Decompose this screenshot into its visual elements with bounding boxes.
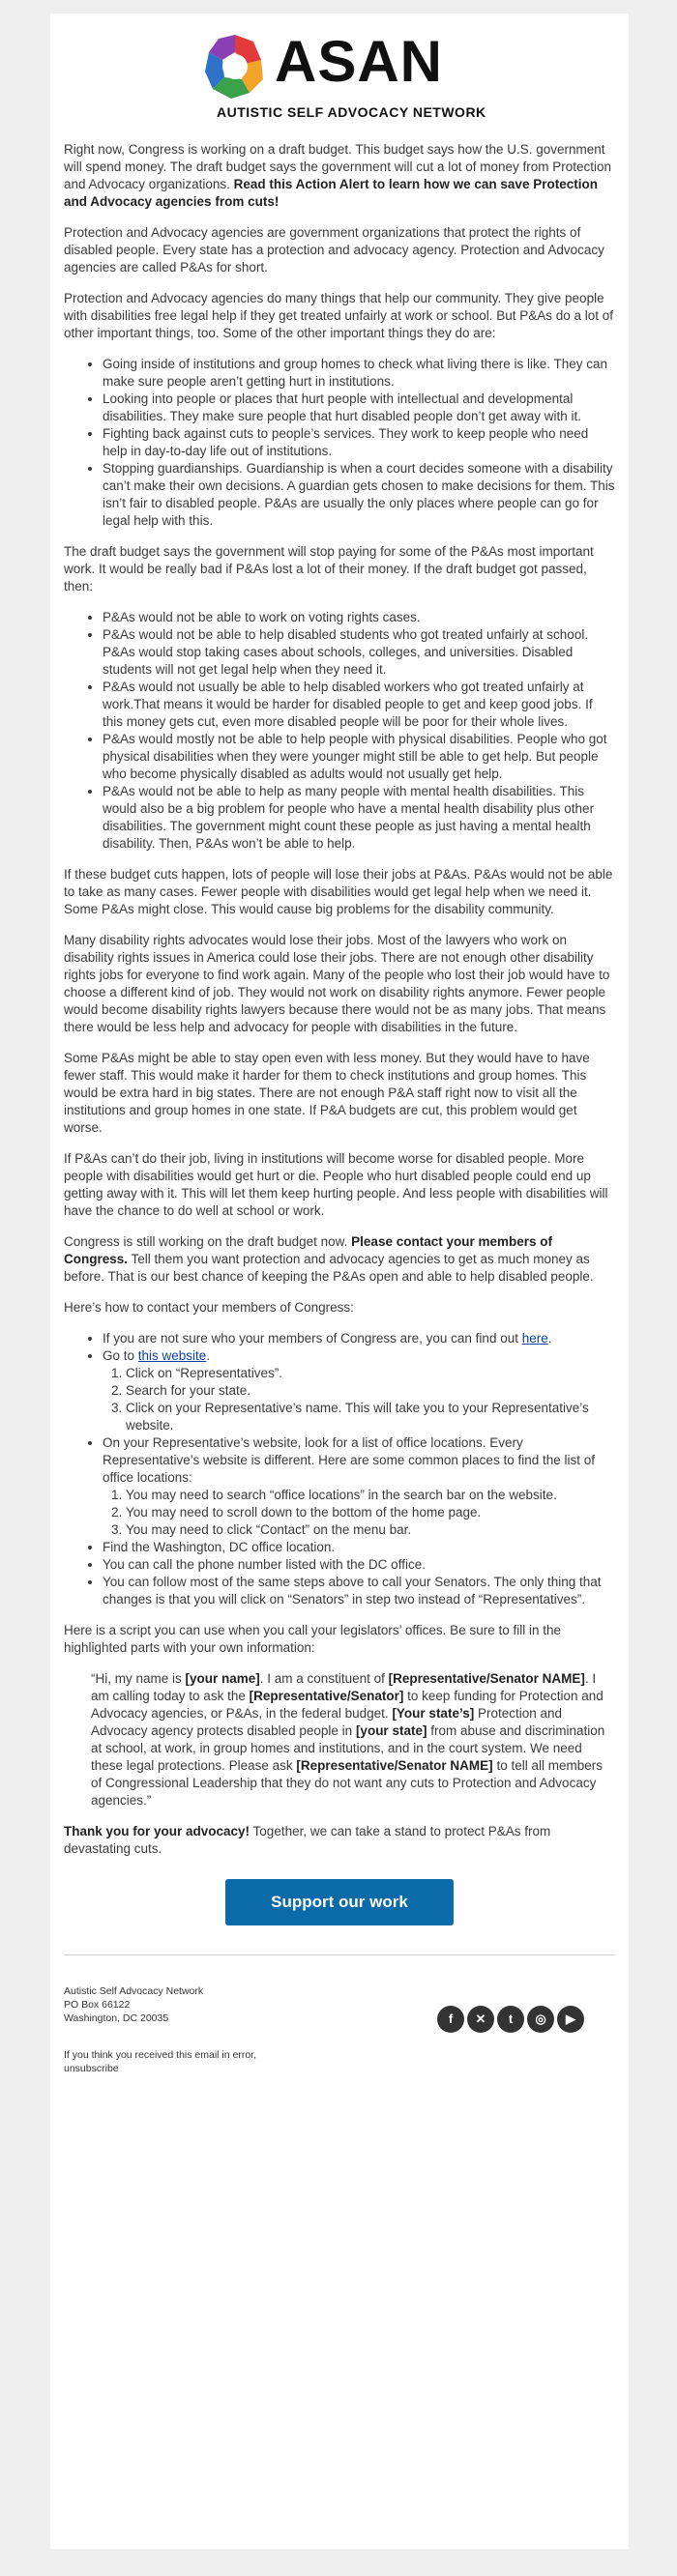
- footer-address: Autistic Self Advocacy Network PO Box 66122 Washington, DC 20035: [64, 1985, 204, 2024]
- advocates-paragraph: Many disability rights advocates would lose their jobs. Most of the lawyers who work on disability rights issues in America could lose their jobs. There are not enough other disability rights jobs for everyone to find work again. Many of the people who lost their job would have to choose a different kind of job. They would not work on disability rights anymore. Fewer people would become disability rights lawyers because there would not be as many jobs. That means there would be less help and advocacy for people with disabilities in the future.: [64, 933, 610, 1034]
- list-item: • Going inside of institutions and group homes to check what living there is like. They can make sure people aren’t getting hurt in institutions.: [103, 356, 615, 391]
- howto-intro: Here’s how to contact your members of Congress:: [64, 1300, 354, 1315]
- list-item: • Find the Washington, DC office location.: [103, 1539, 615, 1556]
- asan-logo[interactable]: [64, 14, 615, 141]
- list-item: • P&As would not usually be able to help disabled workers who got treated unfairly at work.That means it would be harder for disabled people to get and keep good jobs. If this money gets cut, even more disabled people will be poor for their whole lives.: [103, 679, 615, 731]
- support-our-work-button[interactable]: Support our work: [225, 1879, 454, 1925]
- list-item: • Go to this website. 1. Click on “Representatives”. 2. Search for your state. 3. Click on your Representative’s name. This will take you to your Representative’s website.: [103, 1347, 615, 1434]
- contact-paragraph: Congress is still working on the draft budget now. Please contact your members of Congress. Tell them you want protection and advocacy agencies to get as much money as before. That is our best chance of keeping the P&As open and able to help disabled people.: [64, 1234, 594, 1284]
- bluesky-icon[interactable]: ✕: [467, 2006, 494, 2033]
- worse-paragraph: If P&As can’t do their job, living in institutions will become worse for disabled people. More people with disabilities would get hurt or die. People who hurt disabled people could end up getting away with it. This will let them keep hurting people. And less people with disabilities will have the chance to do well at school or work.: [64, 1151, 608, 1218]
- draft-budget-intro: The draft budget says the government will stop paying for some of the P&As most important work. It would be really bad if P&As lost a lot of their money. If the draft budget got passed, then:: [64, 544, 594, 593]
- jobs-paragraph: If these budget cuts happen, lots of people will lose their jobs at P&As. P&As would not be able to take as many cases. Fewer people with disabilities would get legal help when we need it. Some P&As might close. This would cause big problems for the disability community.: [64, 867, 613, 916]
- list-item: 1. You may need to search “office locations” in the search bar on the website.: [126, 1487, 615, 1504]
- list-item: 3. Click on your Representative’s name. This will take you to your Representative’s website.: [126, 1400, 615, 1434]
- list-item: • If you are not sure who your members of Congress are, you can find out here.: [103, 1330, 615, 1347]
- staff-paragraph: Some P&As might be able to stay open even with less money. But they would have to have fewer staff. This would make it harder for them to check institutions and group homes. This would be extra hard in big states. There are not enough P&A staff right now to visit all the institutions and group homes in one state. If P&A budgets are cut, this problem would get worse.: [64, 1051, 590, 1135]
- social-links: [437, 2006, 587, 2033]
- list-item: • P&As would not be able to work on voting rights cases.: [103, 609, 615, 626]
- list-item: • P&As would not be able to help disabled students who got treated unfairly at school. P&As would stop taking cases about schools, colleges, and universities. Disabled students will not get legal help when they need it.: [103, 626, 615, 679]
- website-link[interactable]: this website: [137, 1348, 207, 1363]
- list-item: • On your Representative’s website, look for a list of office locations. Every Representative’s website is different. Here are some common places to find the list of office locations: 1. You may need to search “office locations” in the search bar on the website. 2. You may need to scroll down to the bottom of the home page. 3. You may need to click “Contact” on the menu bar.: [103, 1434, 615, 1539]
- instagram-icon[interactable]: ◎: [527, 2006, 554, 2033]
- thanks-paragraph: Thank you for your advocacy! Together, we can take a stand to protect P&As from devastating cuts.: [64, 1824, 551, 1856]
- list-item: • Stopping guardianships. Guardianship is when a court decides someone with a disability can’t make their own decisions. A guardian gets chosen to make decisions for them. This isn’t fair to disabled people. P&As are usually the only places where people can go for legal help with this.: [103, 460, 615, 530]
- script-intro: Here is a script you can use when you call your legislators’ offices. Be sure to fill in the highlighted parts with your own information:: [64, 1623, 561, 1655]
- logo-subtitle: AUTISTIC SELF ADVOCACY NETWORK: [217, 104, 486, 120]
- howto-list: [64, 1330, 615, 1608]
- office-steps: [103, 1487, 615, 1539]
- list-item: 1. Click on “Representatives”.: [126, 1365, 615, 1382]
- intro-paragraph: Right now, Congress is working on a draft budget. This budget says how the U.S. government will spend money. The draft budget says the government will cut a lot of money from Protection and Advocacy organizations. Read this Action Alert to learn how we can save Protection and Advocacy agencies from cuts!: [64, 142, 612, 209]
- list-item: • P&As would not be able to help as many people with mental health disabilities. This would also be a big problem for people who have a mental health disability plus other disabilities. The government might count these people as just having a mental health disability. Then, P&As won’t be able to help.: [103, 783, 615, 853]
- email-card: [50, 14, 629, 2549]
- list-item: 2. Search for your state.: [126, 1382, 615, 1400]
- pa-things-list: [64, 356, 615, 530]
- logo-wordmark: ASAN: [275, 29, 444, 94]
- pa-definition: Protection and Advocacy agencies are government organizations that protect the rights of disabled people. Every state has a protection and advocacy agency. Protection and Advocacy agencies are called P&As for short.: [64, 225, 604, 275]
- list-item: 2. You may need to scroll down to the bottom of the home page.: [126, 1504, 615, 1521]
- list-item: • You can follow most of the same steps above to call your Senators. The only thing that changes is that you will click on “Senators” in step two instead of “Representatives”.: [103, 1574, 615, 1608]
- footer: [64, 1984, 615, 2110]
- draft-budget-list: [64, 609, 615, 853]
- list-item: • P&As would mostly not be able to help people with physical disabilities. People who got physical disabilities when they were younger might still be able to get help. But people who become physically disabled as adults would not usually get help.: [103, 731, 615, 783]
- youtube-icon[interactable]: ▶: [557, 2006, 584, 2033]
- infinity-rainbow-icon: [199, 31, 271, 102]
- pa-things-intro: Protection and Advocacy agencies do many things that help our community. They give people with disabilities free legal help if they get treated unfairly at work or school. But P&As do a lot of other important things, too. Some of the other important things they do are:: [64, 291, 614, 340]
- unsubscribe-text[interactable]: If you think you received this email in error, unsubscribe: [64, 2049, 257, 2074]
- divider: [64, 1954, 615, 1955]
- list-item: 3. You may need to click “Contact” on the menu bar.: [126, 1521, 615, 1539]
- tumblr-icon[interactable]: t: [497, 2006, 524, 2033]
- facebook-icon[interactable]: f: [437, 2006, 464, 2033]
- call-script: “Hi, my name is [your name]. I am a constituent of [Representative/Senator NAME]. I am calling today to ask the [Representative/Senator] to keep funding for Protection and Advocacy agencies, or P&As, in the federal budget. [Your state’s] Protection and Advocacy agency protects disabled people in [your state] from abuse and discrimination at school, at work, in group homes and institutions, and in the court system. We need these legal protections. Please ask [Representative/Senator NAME] to tell all members of Congressional Leadership that they do not want any cuts to Protection and Advocacy agencies.”: [91, 1671, 605, 1808]
- list-item: • You can call the phone number listed with the DC office.: [103, 1556, 615, 1574]
- website-steps: [103, 1365, 615, 1434]
- list-item: • Fighting back against cuts to people’s services. They work to keep people who need help in day-to-day life out of institutions.: [103, 425, 615, 460]
- list-item: • Looking into people or places that hurt people with intellectual and developmental disabilities. They make sure people that hurt disabled people don’t get away with it.: [103, 391, 615, 425]
- find-members-link[interactable]: here: [521, 1331, 548, 1346]
